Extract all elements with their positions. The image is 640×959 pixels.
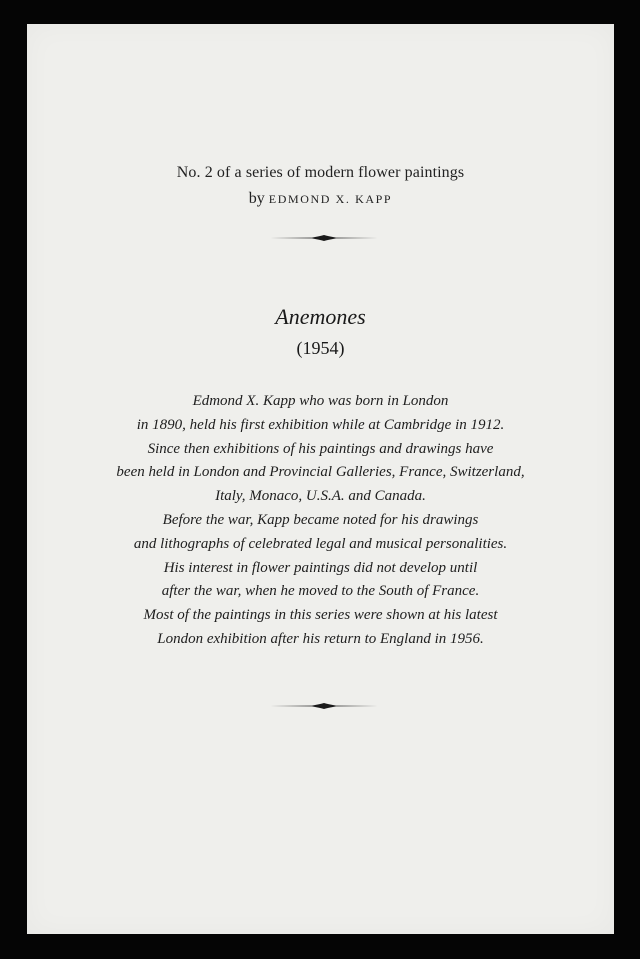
bio-line: Edmond X. Kapp who was born in London — [192, 393, 449, 409]
bio-line: Most of the paintings in this series were shown at his latest — [143, 607, 498, 624]
painting-year: (1954) — [296, 338, 345, 358]
by-label: by — [248, 190, 265, 207]
bottom-ornament-icon — [270, 701, 378, 711]
painting-title: Anemones — [275, 304, 366, 329]
biography-text — [27, 390, 614, 652]
byline — [27, 190, 614, 208]
bio-line: after the war, when he moved to the South of France. — [161, 583, 480, 600]
bio-line: Before the war, Kapp became noted for his drawings — [162, 511, 479, 528]
bio-line: Italy, Monaco, U.S.A. and Canada. — [215, 488, 426, 505]
bio-line: His interest in flower paintings did not develop until — [163, 559, 478, 576]
bio-line: London exhibition after his return to England in 1956. — [157, 630, 484, 647]
top-ornament-icon — [270, 233, 378, 243]
bio-line: and lithographs of celebrated legal and musical personalities. — [133, 535, 508, 552]
series-line: No. 2 of a series of modern flower paintings — [176, 164, 465, 181]
bio-line: Since then exhibitions of his paintings and drawings have — [147, 440, 494, 457]
printed-card — [27, 24, 614, 934]
author-name: EDMOND X. KAPP — [268, 192, 393, 206]
bio-line: been held in London and Provincial Galleries, France, Switzerland, — [116, 464, 525, 481]
bio-line: in 1890, held his first exhibition while at Cambridge in 1912. — [136, 416, 505, 433]
